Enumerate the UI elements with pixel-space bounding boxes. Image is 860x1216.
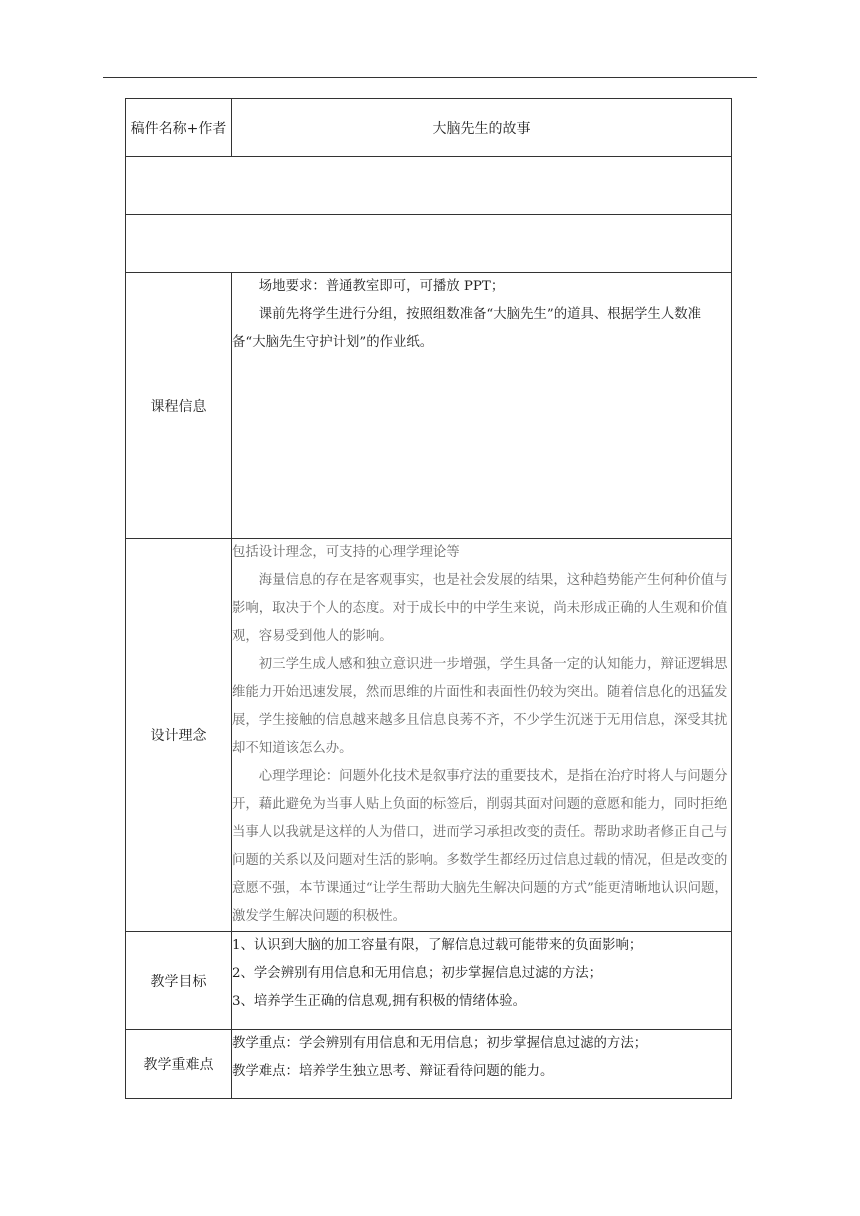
blank-cell-1 xyxy=(126,157,732,215)
design-concept-label: 设计理念 xyxy=(126,539,232,932)
teaching-goal-item: 2、学会辨别有用信息和无用信息；初步掌握信息过滤的方法； xyxy=(232,966,603,981)
blank-row-1 xyxy=(126,157,732,215)
teaching-goal-item: 3、培养学生正确的信息观,拥有积极的情绪体验。 xyxy=(232,994,526,1009)
design-concept-hint: 包括设计理念，可支持的心理学理论等 xyxy=(232,545,460,560)
design-concept-content xyxy=(232,539,732,932)
title-row xyxy=(126,99,732,157)
course-info-content xyxy=(232,273,732,539)
work-name-label: 稿件名称+作者 xyxy=(126,99,232,157)
course-info-row xyxy=(126,273,732,539)
key-points-label: 教学重难点 xyxy=(126,1030,232,1099)
teaching-goals-row xyxy=(126,932,732,1030)
key-points-content xyxy=(232,1030,732,1099)
design-concept-paragraph: 心理学理论：问题外化技术是叙事疗法的重要技术，是指在治疗时将人与问题分开，藉此避免为当事人贴上负面的标签后，削弱其面对问题的意愿和能力，同时拒绝当事人以我就是这样的人为借口，进而学习承担改变的责任。帮助求助者修正自己与问题的关系以及问题对生活的影响。多数学生都经历过信息过载的情况，但是改变的意愿不强，本节课通过“让学生帮助大脑先生解决问题的方式”能更清晰地认识问题，激发学生解决问题的积极性。 xyxy=(232,769,728,924)
design-concept-row xyxy=(126,539,732,932)
work-title: 大脑先生的故事 xyxy=(232,99,732,157)
design-concept-paragraph: 初三学生成人感和独立意识进一步增强，学生具备一定的认知能力，辩证逻辑思维能力开始迅速发展，然而思维的片面性和表面性仍较为突出。随着信息化的迅猛发展，学生接触的信息越来越多且信息良莠不齐，不少学生沉迷于无用信息，深受其扰却不知道该怎么办。 xyxy=(232,657,728,756)
design-concept-paragraph: 海量信息的存在是客观事实，也是社会发展的结果，这种趋势能产生何种价值与影响，取决于个人的态度。对于成长中的中学生来说，尚未形成正确的人生观和价值观，容易受到他人的影响。 xyxy=(232,573,728,644)
key-point-item: 教学难点：培养学生独立思考、辩证看待问题的能力。 xyxy=(232,1064,554,1079)
lesson-plan-table xyxy=(125,98,732,1099)
key-point-item: 教学重点：学会辨别有用信息和无用信息；初步掌握信息过滤的方法； xyxy=(232,1036,648,1051)
course-info-label: 课程信息 xyxy=(126,273,232,539)
blank-row-2 xyxy=(126,215,732,273)
header-rule xyxy=(103,77,757,78)
teaching-goal-item: 1、认识到大脑的加工容量有限，了解信息过载可能带来的负面影响； xyxy=(232,938,643,953)
course-info-paragraph: 场地要求：普通教室即可，可播放 PPT； xyxy=(258,279,505,294)
teaching-goals-label: 教学目标 xyxy=(126,932,232,1030)
teaching-goals-content xyxy=(232,932,732,1030)
course-info-paragraph: 课前先将学生进行分组，按照组数准备“大脑先生”的道具、根据学生人数准备“大脑先生守护计划”的作业纸。 xyxy=(232,307,701,350)
blank-cell-2 xyxy=(126,215,732,273)
key-points-row xyxy=(126,1030,732,1099)
